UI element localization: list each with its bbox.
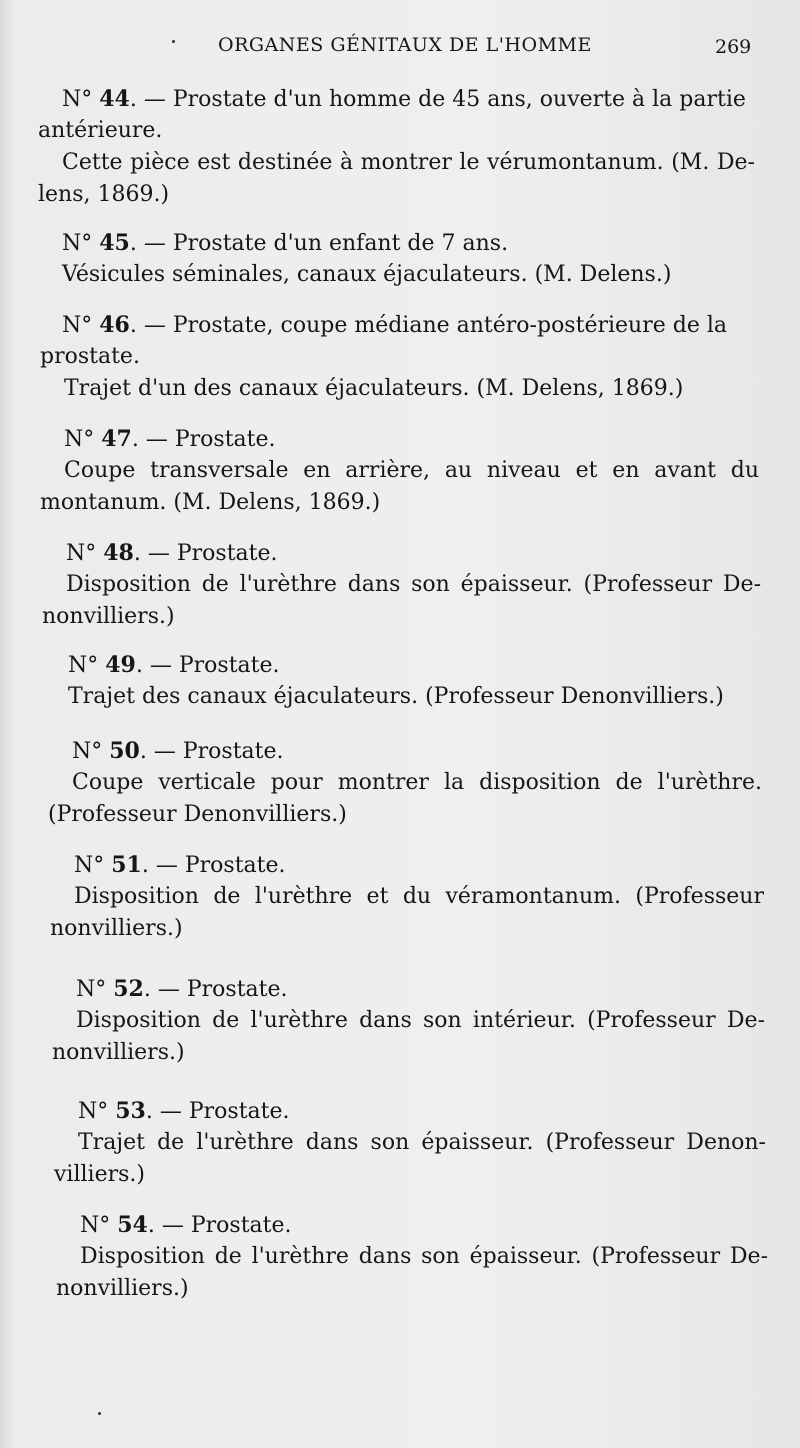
entry-heading: . — Prostate. <box>133 541 278 566</box>
entry-number: 52 <box>113 976 144 1002</box>
entry-body-line: Disposition de l'urèthre dans son intérieur. (Professeur De- <box>76 1008 765 1033</box>
entry-body-line: Coupe transversale en arrière, au niveau et en avant du <box>64 458 759 483</box>
entry-heading: . — Prostate. <box>131 427 276 452</box>
entry-heading-continuation: antérieure. <box>38 118 163 143</box>
page-number: 269 <box>715 36 752 58</box>
entry-heading: . — Prostate. <box>147 1213 292 1238</box>
entry-number: 44 <box>99 86 130 112</box>
entry-body-line: villiers.) <box>54 1162 145 1187</box>
entry-body-line: nonvilliers.) <box>42 604 175 629</box>
entry-number: 48 <box>103 540 134 566</box>
entry-body-line: nonvilliers.) <box>56 1276 189 1301</box>
entry-body-line: (Professeur Denonvilliers.) <box>48 802 347 827</box>
entry-prefix: N° <box>62 231 93 256</box>
entry-body-line: Cette pièce est destinée à montrer le vérumontanum. (M. De- <box>62 150 755 175</box>
entry-body-line: Disposition de l'urèthre dans son épaisseur. (Professeur De- <box>66 572 761 597</box>
entry-heading: . — Prostate. <box>139 739 284 764</box>
entry-body-line: lens, 1869.) <box>38 182 170 207</box>
entry-heading-continuation: prostate. <box>40 344 140 369</box>
entry-body-line: nonvilliers.) <box>52 1040 185 1065</box>
entry-prefix: N° <box>74 853 105 878</box>
entry-number: 50 <box>109 738 140 764</box>
entry-prefix: N° <box>76 977 107 1002</box>
entry-body-line: Trajet des canaux éjaculateurs. (Professeur Denonvilliers.) <box>68 684 724 709</box>
entry-prefix: N° <box>78 1099 109 1124</box>
entry-heading: . — Prostate d'un enfant de 7 ans. <box>129 231 509 256</box>
entry-body-line: Coupe verticale pour montrer la disposition de l'urèthre. <box>72 770 762 795</box>
entry-body-line: Trajet de l'urèthre dans son épaisseur. (Professeur Denon- <box>78 1130 766 1155</box>
entry-body-line: Disposition de l'urèthre et du véramontanum. (Professeur <box>74 884 764 909</box>
entry-prefix: N° <box>68 653 99 678</box>
entry-heading: . — Prostate. <box>135 653 280 678</box>
entry-number: 53 <box>115 1098 146 1124</box>
entry-number: 51 <box>111 852 142 878</box>
entry-number: 54 <box>117 1212 148 1238</box>
entry-heading: . — Prostate. <box>143 977 288 1002</box>
entry-prefix: N° <box>80 1213 111 1238</box>
entry-number: 45 <box>99 230 130 256</box>
entry-number: 47 <box>101 426 132 452</box>
entry-body-line: montanum. (M. Delens, 1869.) <box>40 490 381 515</box>
ink-speck <box>98 1412 101 1415</box>
running-title: ORGANES GÉNITAUX DE L'HOMME <box>218 34 592 56</box>
entry-prefix: N° <box>64 427 95 452</box>
entry-prefix: N° <box>72 739 103 764</box>
entry-number: 46 <box>99 312 130 338</box>
entry-body-line: Disposition de l'urèthre dans son épaisseur. (Professeur De- <box>80 1244 768 1269</box>
entry-heading: . — Prostate. <box>145 1099 290 1124</box>
entry-heading: . — Prostate. <box>141 853 286 878</box>
entry-body-line: Trajet d'un des canaux éjaculateurs. (M. Delens, 1869.) <box>64 376 684 401</box>
ink-speck <box>172 40 175 43</box>
entry-prefix: N° <box>62 87 93 112</box>
entry-heading: . — Prostate, coupe médiane antéro-postérieure de la <box>129 313 727 338</box>
page-header <box>0 34 800 64</box>
entry-body-line: Vésicules séminales, canaux éjaculateurs. (M. Delens.) <box>62 262 672 287</box>
entry-heading: . — Prostate d'un homme de 45 ans, ouverte à la partie <box>129 87 746 112</box>
entry-body-line: nonvilliers.) <box>50 916 183 941</box>
entry-number: 49 <box>105 652 136 678</box>
entry-prefix: N° <box>62 313 93 338</box>
entry-prefix: N° <box>66 541 97 566</box>
